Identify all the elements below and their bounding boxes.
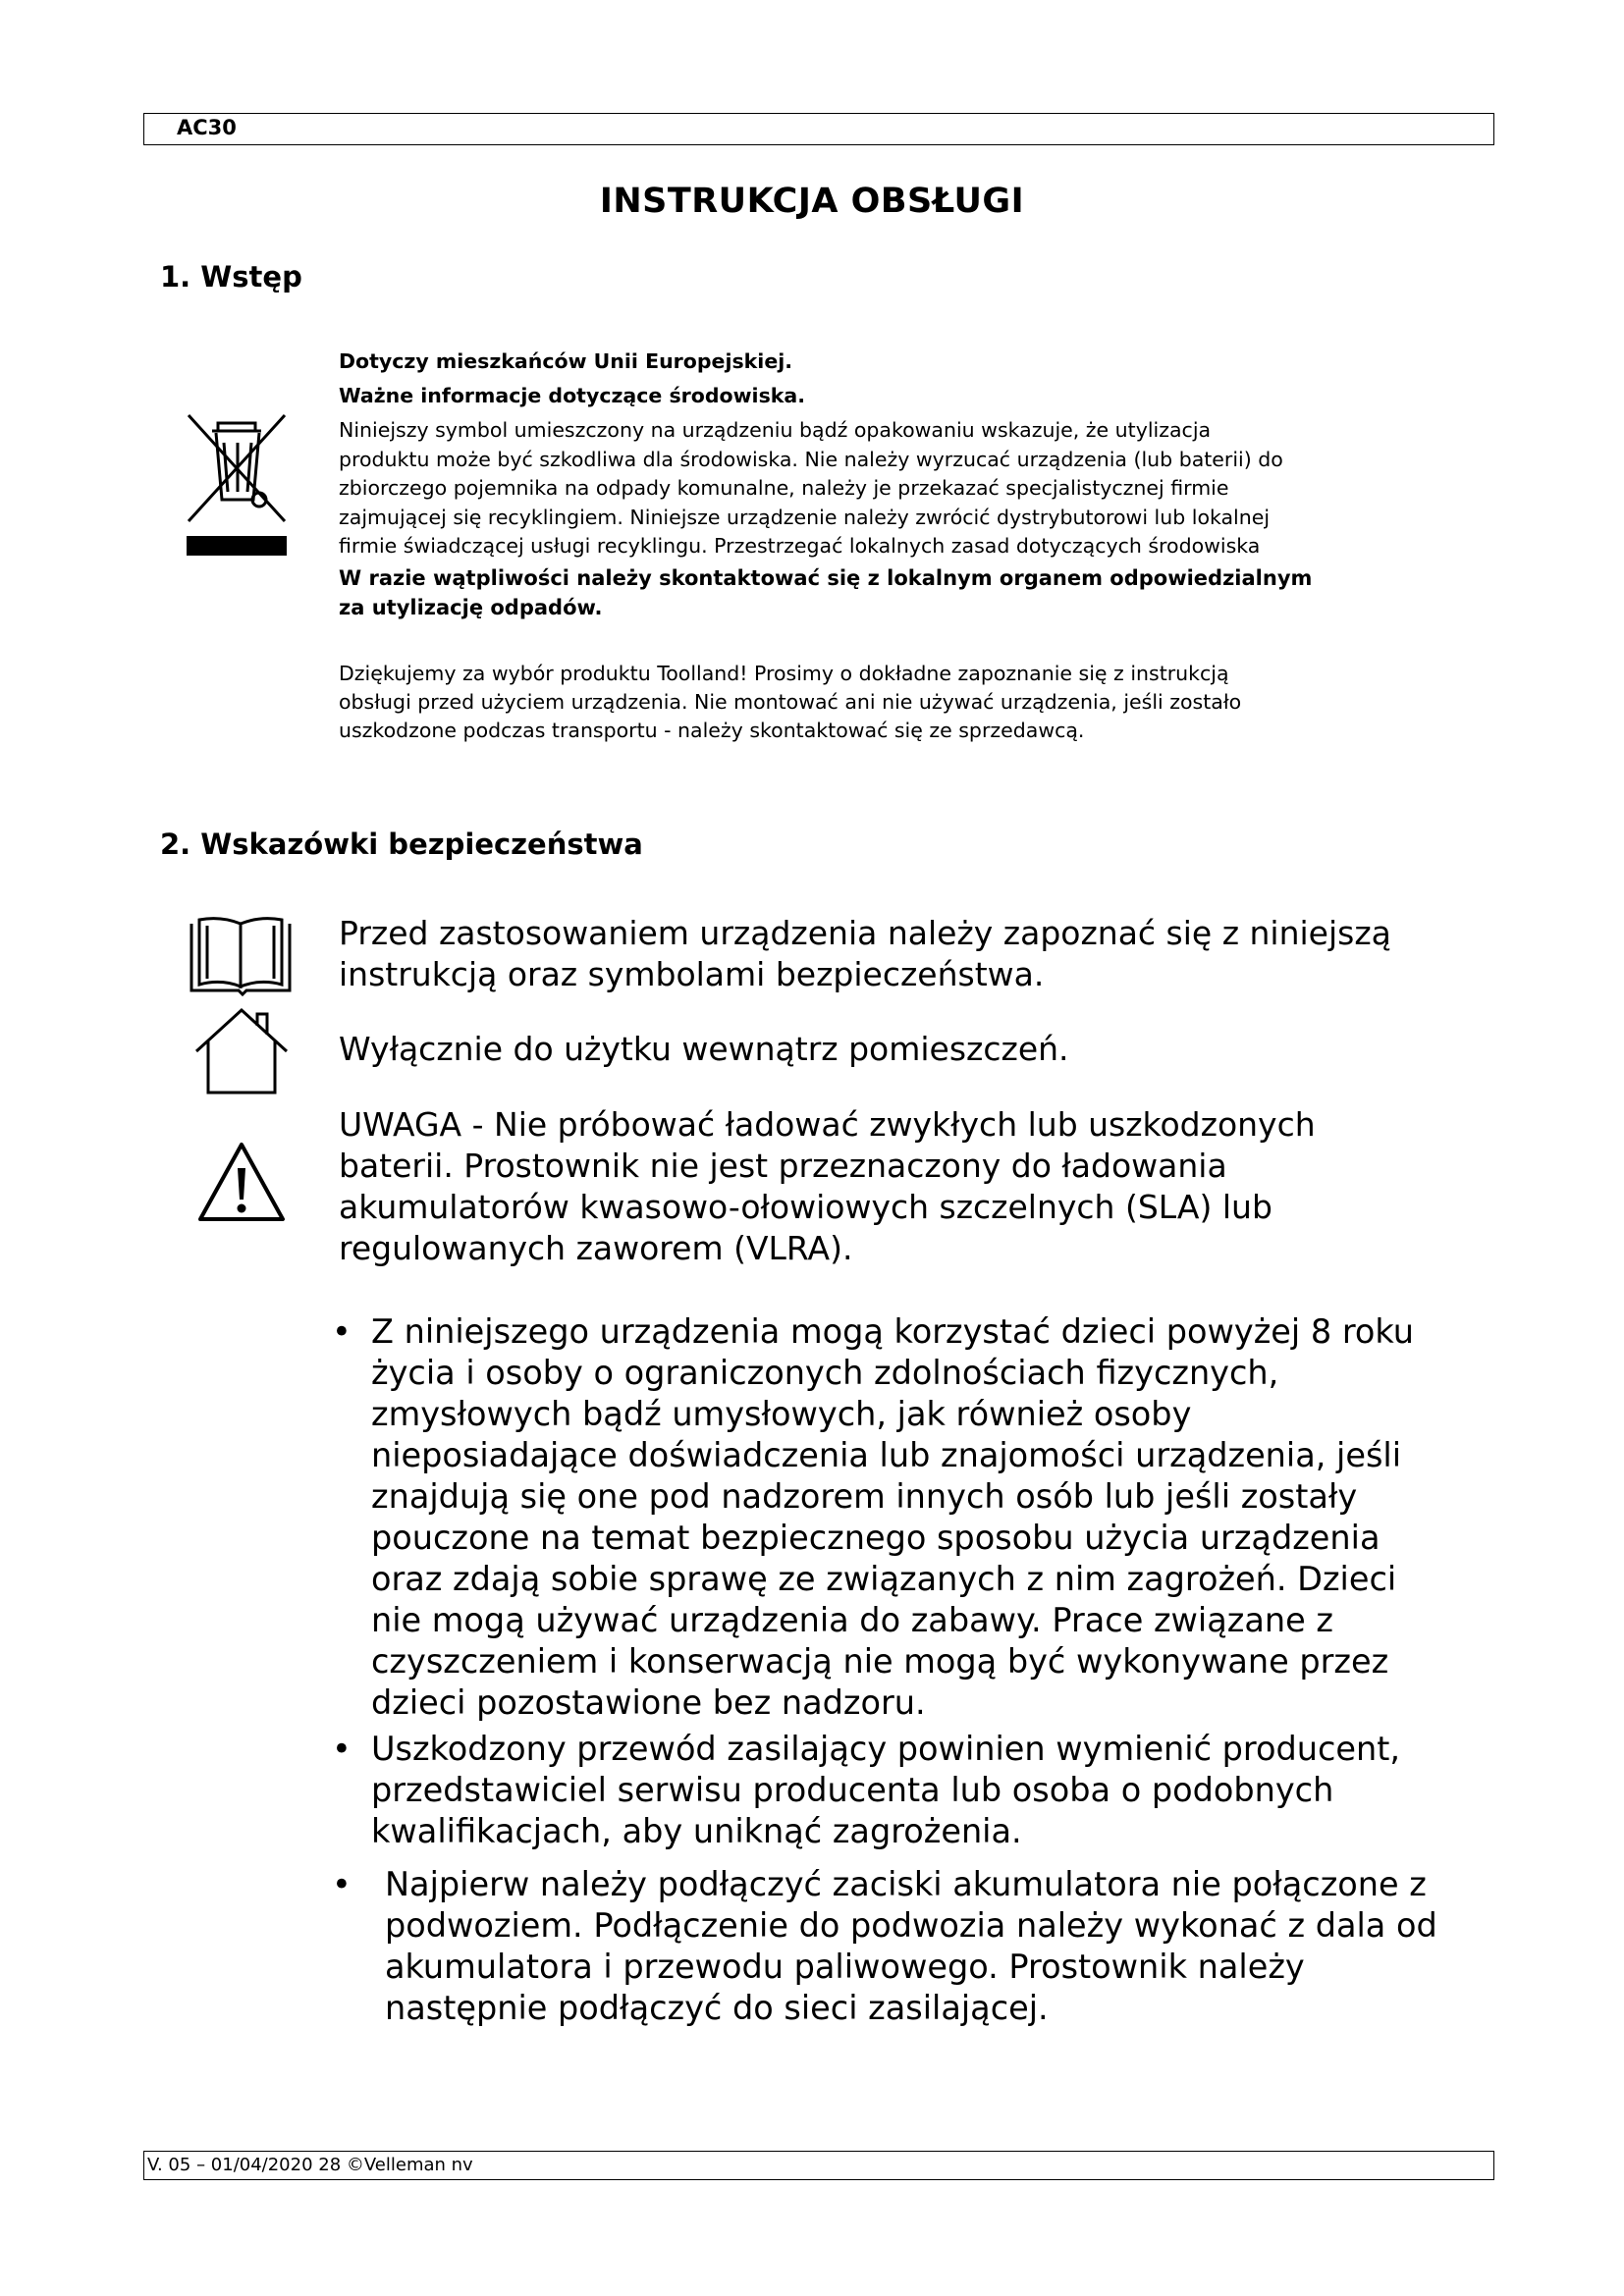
eu-residents-title: Dotyczy mieszkańców Unii Europejskiej. [339, 349, 793, 373]
weee-crossed-bin-icon [183, 407, 293, 560]
indoor-use-house-icon [192, 1006, 291, 1096]
document-title: INSTRUKCJA OBSŁUGI [599, 182, 1025, 221]
header-box [143, 113, 1494, 145]
section-1-heading: 1. Wstęp [160, 260, 302, 294]
list-item [332, 1864, 1481, 2029]
bullet-text-children-use: Z niniejszego urządzenia mogą korzystać dzieci powyżej 8 roku życia i osoby o ograniczonych zdolnościach fizycznych, zmysłowych bądź umysłowych, jak również osoby nieposiadające doświadczenia lub znajomości urządzenia, jeśli znajdują się one pod nadzorem innych osób lub jeśli zostały pouczone na temat bezpiecznego sposobu użycia urządzenia oraz zdają sobie sprawę ze związanych z nim zagrożeń. Dzieci nie mogą używać urządzenia do zabawy. Prace związane z czyszczeniem i konserwacją nie mogą być wykonywane przez dzieci pozostawione bez nadzoru. [371, 1312, 1414, 1722]
environment-notice [339, 347, 1448, 745]
section-2-heading: 2. Wskazówki bezpieczeństwa [160, 828, 643, 861]
footer-version-text: V. 05 – 01/04/2020 28 ©Velleman nv [147, 2155, 473, 2175]
disposal-contact-note: W razie wątpliwości należy skontaktować się z lokalnym organem odpowiedzialnym za utylizację odpadów. [339, 565, 1313, 619]
header-model-code: AC30 [177, 116, 237, 139]
thank-you-text: Dziękujemy za wybór produktu Toolland! Prosimy o dokładne zapoznanie się z instrukcją obsługi przed użyciem urządzenia. Nie montować ani nie używać urządzenia, jeśli zostało uszkodzone podczas transportu - należy skontaktować się ze sprzedawcą. [339, 661, 1242, 742]
battery-warning-text: UWAGA - Nie próbować ładować zwykłych lub uszkodzonych baterii. Prostownik nie jest przeznaczony do ładowania akumulatorów kwasowo-ołowiowych szczelnych (SLA) lub regulowanych zaworem (VLRA). [339, 1105, 1316, 1267]
bullet-text-power-cord: Uszkodzony przewód zasilający powinien wymienić producent, przedstawiciel serwisu producenta lub osoba o podobnych kwalifikacjach, aby uniknąć zagrożenia. [371, 1730, 1401, 1850]
warning-triangle-icon [194, 1139, 289, 1225]
read-manual-text: Przed zastosowaniem urządzenia należy zapoznać się z niniejszą instrukcją oraz symbolami bezpieczeństwa. [339, 914, 1391, 993]
environment-info-title: Ważne informacje dotyczące środowiska. [339, 384, 806, 407]
list-item [332, 1311, 1481, 1724]
indoor-use-text: Wyłącznie do użytku wewnątrz pomieszczeń. [339, 1030, 1069, 1068]
bullet-marker: • [332, 1865, 352, 1903]
environment-info-text: Niniejszy symbol umieszczony na urządzeniu bądź opakowaniu wskazuje, że utylizacja produktu może być szkodliwa dla środowiska. Nie należy wyrzucać urządzenia (lub baterii) do zbiorczego pojemnika na odpady komunalne, należy je przekazać specjalistycznej firmie zajmującej się recyklingiem. Niniejsze urządzenie należy zwrócić dystrybutorowi lub lokalnej firmie świadczącej usługi recyklingu. Przestrzegać lokalnych zasad dotyczących środowiska [339, 418, 1283, 558]
read-manual-book-icon [188, 916, 294, 996]
bullet-text-connection-order: Najpierw należy podłączyć zaciski akumulatora nie połączone z podwoziem. Podłączenie do podwozia należy wykonać z dala od akumulatora i przewodu paliwowego. Prostownik należy następnie podłączyć do sieci zasilającej. [385, 1865, 1437, 2027]
bullet-marker: • [332, 1730, 352, 1768]
bullet-marker: • [332, 1312, 352, 1351]
list-item [332, 1729, 1481, 1852]
